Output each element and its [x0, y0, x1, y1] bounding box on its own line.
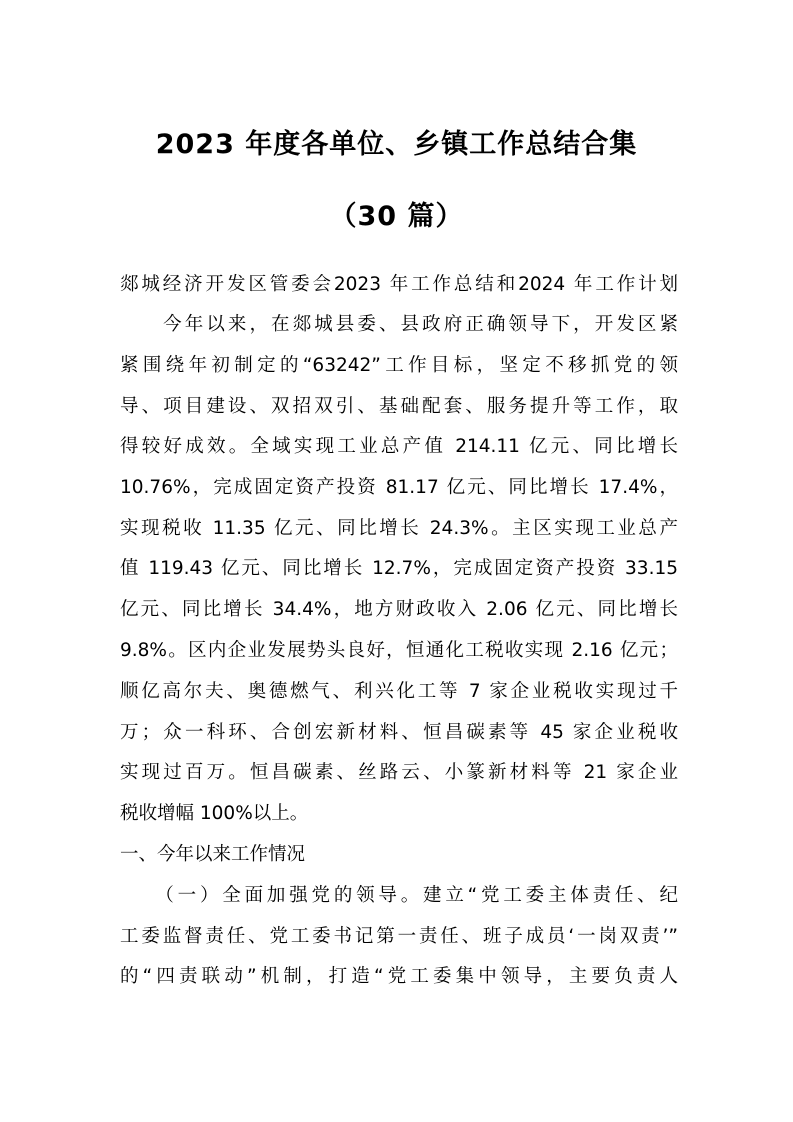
section-heading: 郯城经济开发区管委会2023 年工作总结和2024 年工作计划 [120, 274, 678, 295]
paragraph-line: 10.76%，完成固定资产投资 81.17 亿元、同比增长 17.4%， [120, 477, 678, 498]
paragraph-line: 实现过百万。恒昌碳素、丝路云、小篆新材料等 21 家企业 [120, 762, 678, 783]
paragraph-line: 得较好成效。全域实现工业总产值 214.11 亿元、同比增长 [120, 436, 678, 457]
paragraph-line: 紧围绕年初制定的“63242”工作目标，坚定不移抓党的领 [120, 355, 678, 376]
section-heading: 一、今年以来工作情况 [120, 844, 306, 865]
document-title: 2023 年度各单位、乡镇工作总结合集 [155, 129, 638, 160]
paragraph-line: 亿元、同比增长 34.4%，地方财政收入 2.06 亿元、同比增长 [120, 599, 678, 620]
paragraph-line: 导、项目建设、双招双引、基础配套、服务提升等工作，取 [120, 396, 678, 417]
paragraph-line: 工委监督责任、党工委书记第一责任、班子成员‘一岗双责’” [120, 926, 678, 947]
paragraph-line: 顺亿高尔夫、奥德燃气、利兴化工等 7 家企业税收实现过千 [120, 681, 678, 702]
paragraph-line: 值 119.43 亿元、同比增长 12.7%，完成固定资产投资 33.15 [120, 558, 678, 579]
paragraph-line: 的“四责联动”机制，打造“党工委集中领导，主要负责人 [120, 966, 678, 987]
paragraph-line: 今年以来，在郯城县委、县政府正确领导下，开发区紧 [120, 314, 678, 335]
paragraph-line: （一）全面加强党的领导。建立“党工委主体责任、纪 [120, 885, 678, 906]
paragraph-line: 实现税收 11.35 亿元、同比增长 24.3%。主区实现工业总产 [120, 518, 678, 539]
paragraph-line: 税收增幅 100%以上。 [120, 803, 309, 824]
paragraph-line: 9.8%。区内企业发展势头良好，恒通化工税收实现 2.16 亿元； [120, 640, 678, 661]
paragraph-line: 万；众一科环、合创宏新材料、恒昌碳素等 45 家企业税收 [120, 722, 678, 743]
document-subtitle: （30 篇） [329, 201, 464, 232]
